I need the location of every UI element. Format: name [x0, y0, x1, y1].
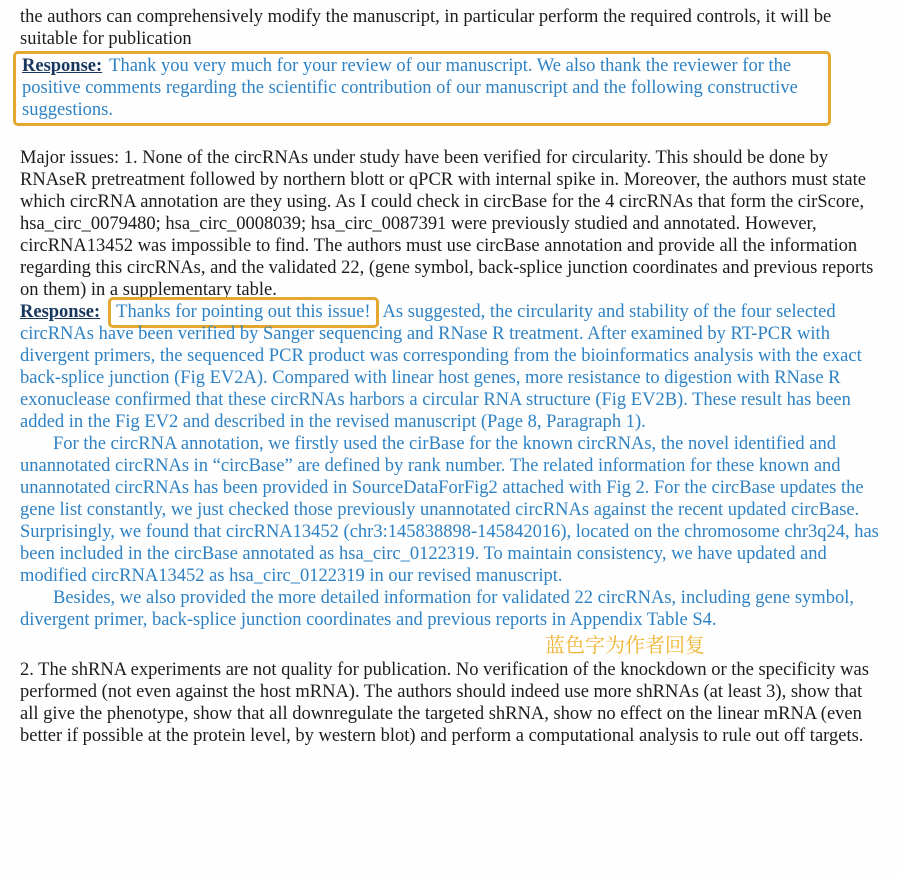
response-label: Response:	[20, 302, 101, 322]
reviewer-comment-continued: the authors can comprehensively modify the manuscript, in particular perform the required controls, it will be suitable for publication	[20, 7, 832, 49]
author-response-1-text: Thank you very much for your review of our manuscript. We also thank the reviewer for the positive comments regarding the scientific contribution of our manuscript and the following constructive suggestions.	[22, 56, 798, 120]
reviewer-major-issue-2: 2. The shRNA experiments are not quality for publication. No verification of the knockdown or the specificity was performed (not even against the host mRNA). The authors should indeed use more shRNAs (at least 3), show that all give the phenotype, show that all downregulate the targeted shRNA, show no effect on the linear mRNA (even better if possible at the protein level, by western blot) and perform a computational analysis to rule out off targets.	[20, 660, 869, 746]
author-response-2-para-3: Besides, we also provided the more detailed information for validated 22 circRNAs, including gene symbol, divergent primer, back-splice junction coordinates and previous reports in Appendix Table S4.	[20, 588, 854, 630]
author-response-2	[20, 301, 879, 433]
author-response-2-text: As suggested, the circularity and stability of the four selected circRNAs have been verified by Sanger sequencing and RNase R treatment. After examined by RT-PCR with divergent primers, the sequenced PCR product was corresponding from the bioinformatics analysis with the exact back-splice junction (Fig EV2A). Compared with linear host genes, more resistance to digestion with RNase R exonuclease confirmed that these circRNAs harbors a circular RNA structure (Fig EV2B). These result has been added in the Fig EV2 and described in the revised manuscript (Page 8, Paragraph 1).	[20, 302, 862, 432]
response-highlight-box-1	[13, 51, 831, 126]
annotation-blue-text-note: 蓝色字为作者回复	[545, 633, 705, 657]
reviewer-major-issue-1: Major issues: 1. None of the circRNAs under study have been verified for circularity. This should be done by RNAseR pretreatment followed by northern blott or qPCR with internal spike in. Moreover, the authors must state which circRNA annotation are they using. As I could check in circBase for the 4 circRNAs that form the cirScore, hsa_circ_0079480; hsa_circ_0008039; hsa_circ_0087391 were previously studied and annotated. However, circRNA13452 was impossible to find. The authors must use circBase annotation and provide all the information regarding this circRNAs, and the validated 22, (gene symbol, back-splice junction coordinates and previous reports on them) in a supplementary table.	[20, 148, 874, 300]
response-label: Response:	[22, 56, 103, 76]
author-response-2-para-2: For the circRNA annotation, we firstly used the cirBase for the known circRNAs, the novel identified and unannotated circRNAs in “circBase” are defined by rank number. The related information for these known and unannotated circRNAs has been provided in SourceDataForFig2 attached with Fig 2. For the circBase updates the gene list constantly, we just checked those previously unannotated circRNAs against the recent updated circBase. Surprisingly, we found that circRNA13452 (chr3:145838898-145842016), located on the chromosome chr3q24, has been included in the circBase annotated as hsa_circ_0122319. To maintain consistency, we have updated and modified circRNA13452 as hsa_circ_0122319 in our revised manuscript.	[20, 434, 879, 586]
response-highlight-box-2: Thanks for pointing out this issue!	[108, 297, 378, 328]
